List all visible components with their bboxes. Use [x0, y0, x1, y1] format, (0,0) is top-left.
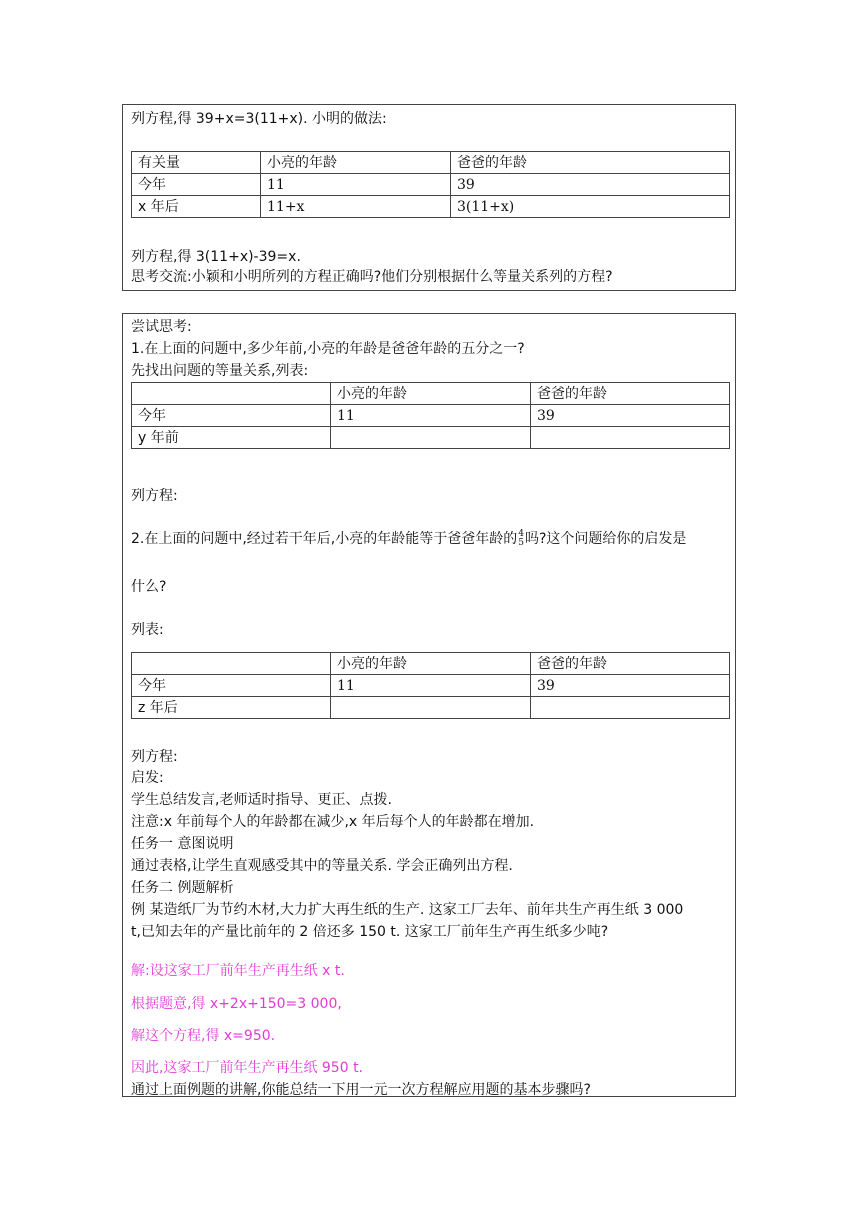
- equation-prompt-1: 列方程:: [131, 488, 178, 504]
- solution-step-1: 解:设这家工厂前年生产再生纸 x t.: [131, 963, 345, 979]
- age-table-1: [131, 151, 730, 218]
- question-1: 1.在上面的问题中,多少年前,小亮的年龄是爸爸年龄的五分之一?: [131, 341, 525, 357]
- table-header-cell: 爸爸的年龄: [531, 653, 730, 675]
- table-header-cell: 小亮的年龄: [331, 653, 531, 675]
- question-2: [131, 530, 686, 548]
- teacher-guidance-note: 学生总结发言,老师适时指导、更正、点拨.: [131, 792, 392, 808]
- table-header-row: [132, 152, 730, 174]
- example-problem-line-1: 例 某造纸厂为节约木材,大力扩大再生纸的生产. 这家工厂去年、前年共生产再生纸 3 000: [131, 902, 684, 918]
- task-1-description: 通过表格,让学生直观感受其中的等量关系. 学会正确列出方程.: [131, 858, 513, 874]
- table-cell: 39: [531, 405, 730, 427]
- equation-line-1: 列方程,得 39+x=3(11+x). 小明的做法:: [131, 111, 387, 127]
- age-table-3: [131, 652, 730, 719]
- practice-section-box: [122, 313, 736, 1097]
- table-header-row: [132, 653, 730, 675]
- table-cell: 11: [331, 405, 531, 427]
- solution-step-4: 因此,这家工厂前年生产再生纸 950 t.: [131, 1060, 364, 1076]
- table-cell: [331, 427, 531, 449]
- table-cell: 11: [261, 174, 451, 196]
- table-header-row: [132, 383, 730, 405]
- table-cell: 3(11+x): [451, 196, 730, 218]
- table-header-cell: 爸爸的年龄: [451, 152, 730, 174]
- table-cell: y 年前: [132, 427, 331, 449]
- question-2-text-b: 吗?这个问题给你的启发是: [525, 531, 687, 547]
- table-row: [132, 405, 730, 427]
- task-1-heading: 任务一 意图说明: [131, 836, 234, 852]
- table-cell: 39: [531, 675, 730, 697]
- task-2-heading: 任务二 例题解析: [131, 880, 234, 896]
- table-prompt: 列表:: [131, 622, 164, 638]
- equation-line-2: 列方程,得 3(11+x)-39=x.: [131, 249, 301, 265]
- table-row: [132, 174, 730, 196]
- solution-step-3: 解这个方程,得 x=950.: [131, 1028, 276, 1044]
- fraction-denominator: 5: [518, 538, 524, 548]
- fraction-four-fifths: [518, 530, 524, 548]
- table-cell: 今年: [132, 675, 331, 697]
- table-cell: 11+x: [261, 196, 451, 218]
- fraction-numerator: 4: [518, 529, 524, 539]
- equation-section-box: [122, 104, 736, 291]
- table-cell: z 年后: [132, 697, 331, 719]
- equation-prompt-2: 列方程:: [131, 749, 178, 765]
- table-cell: 39: [451, 174, 730, 196]
- table-header-cell: [132, 383, 331, 405]
- table-cell: 今年: [132, 174, 261, 196]
- table-row: [132, 427, 730, 449]
- inspiration-label: 启发:: [131, 770, 164, 786]
- table-row: [132, 196, 730, 218]
- table-header-cell: 有关量: [132, 152, 261, 174]
- table-cell: [531, 427, 730, 449]
- summary-question: 通过上面例题的讲解,你能总结一下用一元一次方程解应用题的基本步骤吗?: [131, 1082, 591, 1098]
- question-2-text-a: 2.在上面的问题中,经过若干年后,小亮的年龄能等于爸爸年龄的: [131, 531, 518, 547]
- table-header-cell: 小亮的年龄: [261, 152, 451, 174]
- table-cell: 今年: [132, 405, 331, 427]
- solution-step-2: 根据题意,得 x+2x+150=3 000,: [131, 996, 342, 1012]
- table-header-cell: 爸爸的年龄: [531, 383, 730, 405]
- table-header-cell: 小亮的年龄: [331, 383, 531, 405]
- table-cell: [331, 697, 531, 719]
- discussion-question: 思考交流:小颖和小明所列的方程正确吗?他们分别根据什么等量关系列的方程?: [131, 269, 613, 285]
- example-problem-line-2: t,已知去年的产量比前年的 2 倍还多 150 t. 这家工厂前年生产再生纸多少吨?: [131, 924, 609, 940]
- table-cell: [531, 697, 730, 719]
- age-table-2: [131, 382, 730, 449]
- try-thinking-heading: 尝试思考:: [131, 319, 192, 335]
- attention-note: 注意:x 年前每个人的年龄都在减少,x 年后每个人的年龄都在增加.: [131, 814, 535, 830]
- table-row: [132, 675, 730, 697]
- question-2-continuation: 什么?: [131, 579, 167, 595]
- instruction-find-relation: 先找出问题的等量关系,列表:: [131, 363, 309, 379]
- table-cell: x 年后: [132, 196, 261, 218]
- table-row: [132, 697, 730, 719]
- table-header-cell: [132, 653, 331, 675]
- table-cell: 11: [331, 675, 531, 697]
